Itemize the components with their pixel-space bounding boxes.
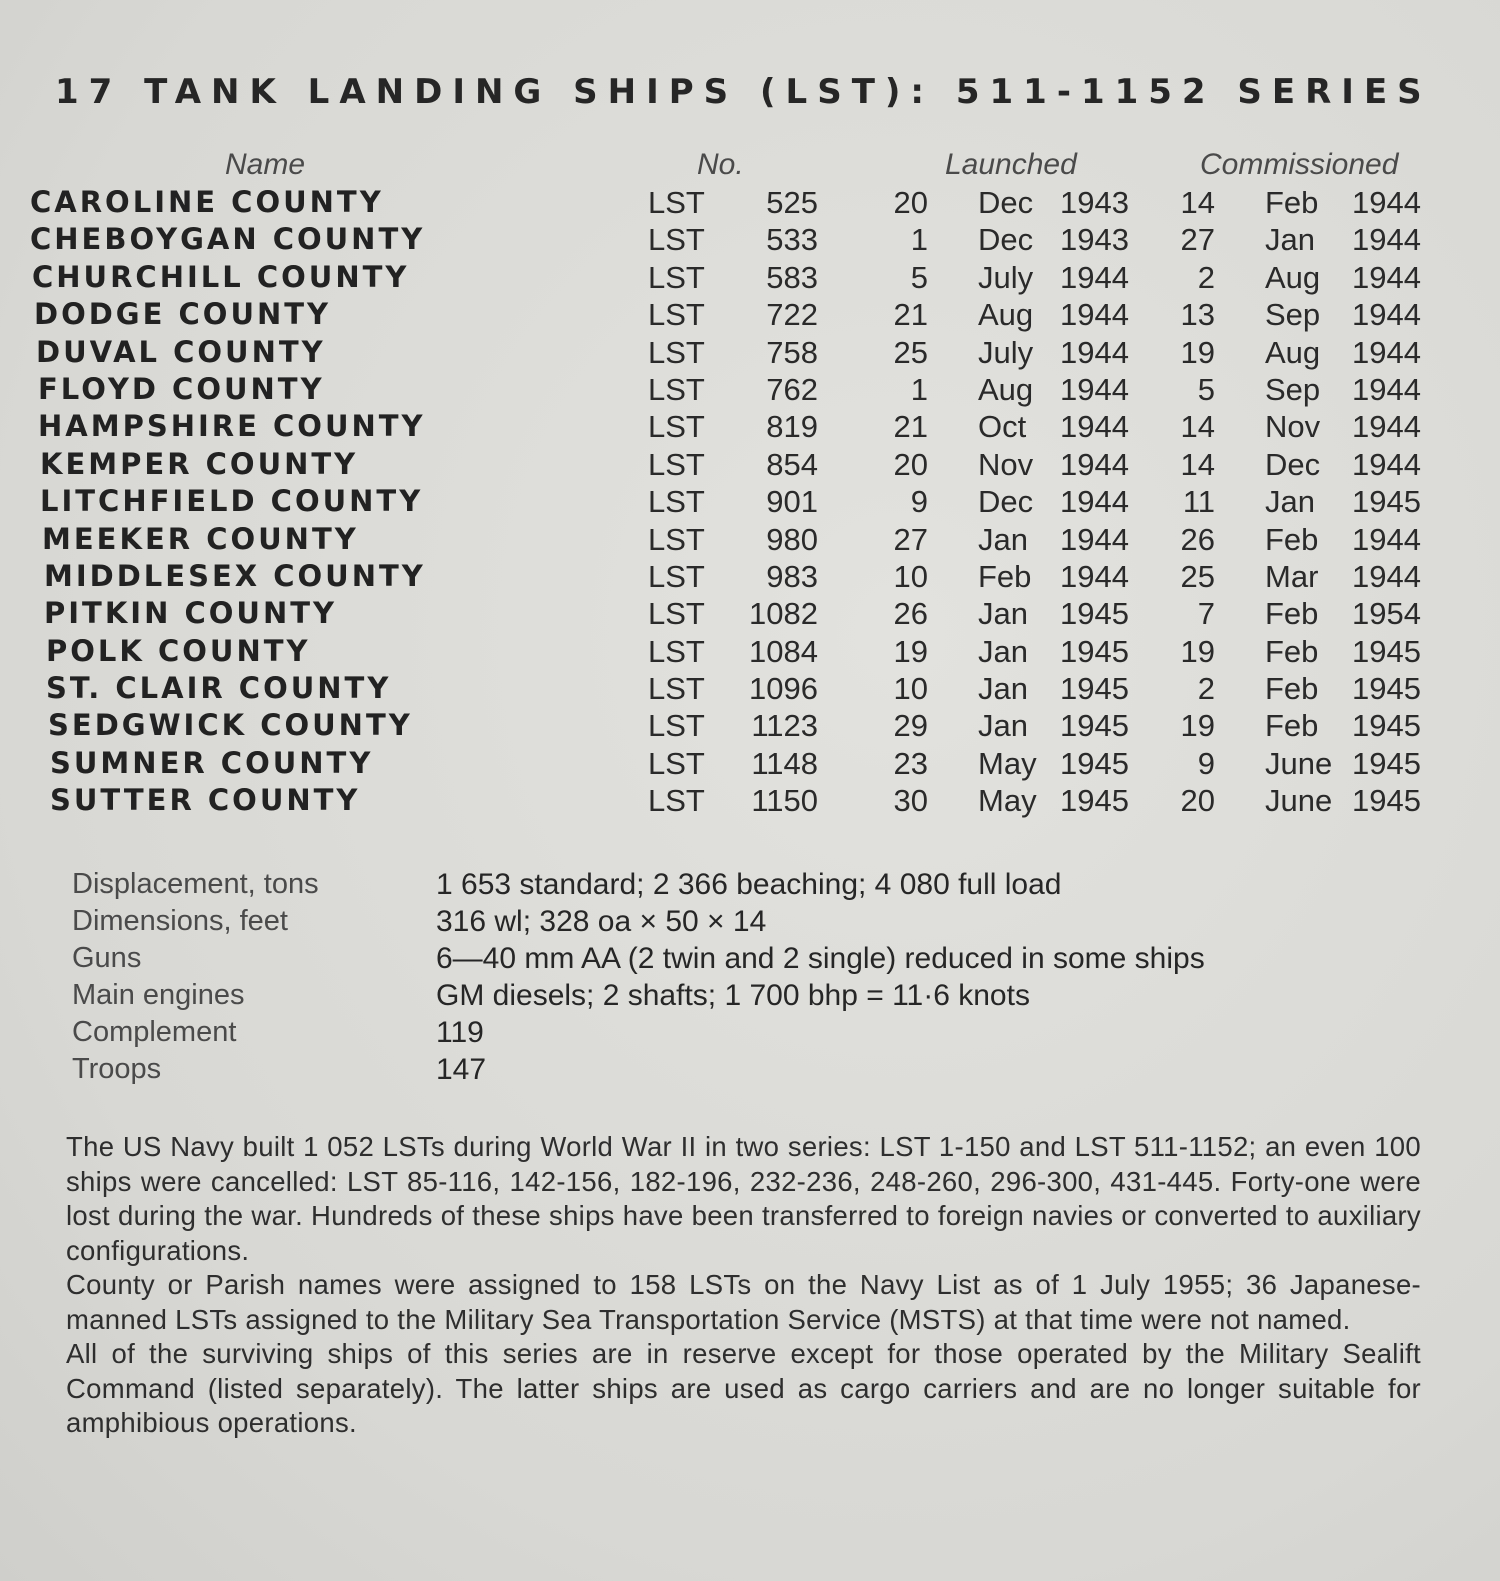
note-paragraph: All of the surviving ships of this series are in reserve except for those operated by the Military Sealift Command (listed separately). The latter ships are used as cargo carriers and are no longer suitable for amphibious operations.	[66, 1338, 1421, 1438]
hull-prefix: LST	[648, 446, 705, 482]
ship-name: CHURCHILL COUNTY	[32, 259, 410, 294]
commissioned-year: 1944	[1352, 297, 1421, 333]
ship-row	[0, 334, 1500, 371]
hull-number-value: 1123	[751, 708, 818, 744]
ship-name: POLK COUNTY	[46, 633, 311, 668]
launched-year: 1944	[1060, 521, 1129, 557]
commissioned-day: 14	[1180, 185, 1215, 220]
launched-month: Jan	[978, 708, 1028, 744]
commissioned-month: Feb	[1265, 185, 1319, 220]
launched-day: 29	[893, 708, 928, 744]
ship-row	[0, 745, 1500, 782]
hull-number-value: 762	[766, 371, 818, 407]
launched-year: 1945	[1060, 708, 1129, 744]
launched-day: 10	[893, 671, 928, 707]
hull-prefix: LST	[648, 409, 705, 445]
commissioned-day: 25	[1180, 558, 1215, 594]
commissioned-month: Dec	[1265, 446, 1321, 482]
hull-number-value: 533	[766, 222, 818, 258]
commissioned-year: 1945	[1352, 708, 1421, 744]
commissioned-year: 1945	[1352, 783, 1421, 819]
launched-month: Aug	[978, 371, 1034, 407]
launched-month: Dec	[978, 185, 1034, 220]
commissioned-month: Sep	[1265, 371, 1321, 407]
commissioned-month: Jan	[1265, 484, 1315, 520]
launched-year: 1945	[1060, 783, 1129, 819]
launched-day: 25	[893, 334, 928, 370]
notes-section	[66, 1130, 1421, 1441]
launched-year: 1944	[1060, 371, 1129, 407]
hull-number-value: 1084	[749, 633, 818, 669]
commissioned-year: 1944	[1352, 409, 1421, 445]
hull-prefix: LST	[648, 222, 705, 258]
ship-row	[0, 558, 1500, 595]
commissioned-year: 1944	[1352, 222, 1421, 258]
hull-prefix: LST	[648, 596, 705, 632]
launched-day: 19	[893, 633, 928, 669]
commissioned-month: Sep	[1265, 297, 1321, 333]
launched-day: 9	[910, 484, 928, 520]
spec-label: Guns	[72, 942, 142, 974]
commissioned-month: June	[1265, 783, 1333, 819]
launched-day: 20	[893, 185, 928, 220]
launched-month: July	[978, 259, 1034, 295]
hull-number-value: 819	[766, 409, 818, 445]
launched-year: 1944	[1060, 409, 1129, 445]
commissioned-month: Feb	[1265, 708, 1319, 744]
commissioned-year: 1944	[1352, 185, 1421, 220]
launched-day: 1	[910, 371, 928, 407]
launched-month: Nov	[978, 446, 1034, 482]
hull-number-value: 722	[766, 297, 818, 333]
hull-prefix: LST	[648, 708, 705, 744]
commissioned-month: Feb	[1265, 633, 1319, 669]
commissioned-year: 1944	[1352, 334, 1421, 370]
hull-prefix: LST	[648, 633, 705, 669]
commissioned-day: 11	[1182, 484, 1215, 520]
ship-row	[0, 408, 1500, 445]
hull-prefix: LST	[648, 671, 705, 707]
hull-number-value: 983	[766, 558, 818, 594]
hull-number-value: 1082	[749, 596, 818, 632]
commissioned-year: 1945	[1352, 671, 1421, 707]
commissioned-day: 7	[1197, 596, 1215, 632]
hull-number-value: 980	[766, 521, 818, 557]
ship-name: MEEKER COUNTY	[42, 521, 359, 556]
column-header-number: No.	[697, 148, 744, 181]
spec-value: 147	[436, 1053, 487, 1086]
hull-prefix: LST	[648, 259, 705, 295]
commissioned-month: Aug	[1265, 259, 1321, 295]
hull-prefix: LST	[648, 334, 705, 370]
launched-month: Oct	[978, 409, 1027, 445]
launched-day: 5	[910, 259, 928, 295]
launched-year: 1945	[1060, 745, 1129, 781]
column-header-name: Name	[225, 148, 306, 181]
launched-year: 1944	[1060, 334, 1129, 370]
commissioned-day: 9	[1197, 745, 1215, 781]
hull-prefix: LST	[648, 297, 705, 333]
ship-row	[0, 521, 1500, 558]
launched-day: 23	[893, 745, 928, 781]
ship-row	[0, 446, 1500, 483]
commissioned-month: Feb	[1265, 521, 1319, 557]
commissioned-day: 19	[1180, 708, 1215, 744]
hull-prefix: LST	[648, 521, 705, 557]
launched-day: 21	[893, 409, 928, 445]
commissioned-month: Feb	[1265, 671, 1319, 707]
ship-name: SEDGWICK COUNTY	[48, 708, 413, 743]
launched-day: 10	[893, 558, 928, 594]
spec-label: Complement	[72, 1016, 237, 1048]
ship-row	[0, 483, 1500, 520]
ship-name: MIDDLESEX COUNTY	[44, 558, 426, 593]
launched-month: May	[978, 745, 1037, 781]
hull-prefix: LST	[648, 185, 705, 220]
launched-month: May	[978, 783, 1037, 819]
commissioned-year: 1944	[1352, 371, 1421, 407]
commissioned-day: 19	[1180, 334, 1215, 370]
hull-prefix: LST	[648, 558, 705, 594]
ship-name: CAROLINE COUNTY	[30, 185, 384, 219]
launched-year: 1944	[1060, 558, 1129, 594]
spec-label: Dimensions, feet	[72, 905, 288, 937]
column-header-launched: Launched	[945, 148, 1077, 181]
launched-year: 1944	[1060, 297, 1129, 333]
spec-label: Troops	[72, 1053, 162, 1085]
launched-year: 1943	[1060, 185, 1129, 220]
launched-month: Jan	[978, 596, 1028, 632]
commissioned-year: 1945	[1352, 633, 1421, 669]
commissioned-month: Jan	[1265, 222, 1315, 258]
commissioned-day: 2	[1197, 671, 1215, 707]
ship-row	[0, 184, 1500, 221]
launched-year: 1945	[1060, 596, 1129, 632]
section-title: 17 TANK LANDING SHIPS (LST): 511-1152 SERIES	[55, 72, 1432, 112]
launched-year: 1944	[1060, 446, 1129, 482]
launched-year: 1945	[1060, 633, 1129, 669]
hull-number-value: 758	[766, 334, 818, 370]
launched-month: July	[978, 334, 1034, 370]
hull-number-value: 525	[766, 185, 818, 220]
hull-number-value: 1148	[751, 745, 818, 781]
launched-day: 1	[910, 222, 928, 258]
spec-value: 6—40 mm AA (2 twin and 2 single) reduced in some ships	[436, 942, 1205, 975]
hull-number-value: 1096	[749, 671, 818, 707]
hull-prefix: LST	[648, 484, 705, 520]
hull-number-value: 583	[766, 259, 818, 295]
ship-row	[0, 595, 1500, 632]
ship-table	[0, 184, 1500, 820]
spec-label: Displacement, tons	[72, 868, 319, 900]
hull-number-value: 854	[766, 446, 818, 482]
launched-year: 1943	[1060, 222, 1129, 258]
launched-day: 21	[893, 297, 928, 333]
hull-number-value: 1150	[751, 783, 818, 819]
commissioned-day: 13	[1180, 297, 1215, 333]
ship-name: PITKIN COUNTY	[44, 596, 337, 631]
spec-label: Main engines	[72, 979, 245, 1011]
ship-row	[0, 670, 1500, 707]
launched-year: 1944	[1060, 484, 1129, 520]
spec-value: 316 wl; 328 oa × 50 × 14	[436, 905, 767, 938]
launched-day: 30	[893, 783, 928, 819]
commissioned-year: 1945	[1352, 484, 1421, 520]
ship-name: CHEBOYGAN COUNTY	[30, 222, 426, 257]
launched-month: Jan	[978, 521, 1028, 557]
commissioned-year: 1944	[1352, 521, 1421, 557]
ship-name: DUVAL COUNTY	[36, 334, 326, 369]
ship-row	[0, 782, 1500, 819]
commissioned-day: 14	[1180, 409, 1215, 445]
ship-row	[0, 259, 1500, 296]
launched-month: Dec	[978, 484, 1034, 520]
commissioned-day: 19	[1180, 633, 1215, 669]
commissioned-day: 20	[1180, 783, 1215, 819]
column-header-commissioned: Commissioned	[1200, 148, 1399, 181]
launched-month: Dec	[978, 222, 1034, 258]
commissioned-year: 1954	[1352, 596, 1421, 632]
hull-prefix: LST	[648, 745, 705, 781]
commissioned-month: Aug	[1265, 334, 1321, 370]
ship-name: DODGE COUNTY	[34, 297, 332, 332]
commissioned-month: Feb	[1265, 596, 1319, 632]
commissioned-month: June	[1265, 745, 1333, 781]
ship-name: SUTTER COUNTY	[50, 783, 361, 818]
ship-row	[0, 371, 1500, 408]
commissioned-year: 1944	[1352, 558, 1421, 594]
launched-day: 27	[893, 521, 928, 557]
commissioned-day: 26	[1180, 521, 1215, 557]
launched-month: Jan	[978, 633, 1028, 669]
launched-month: Feb	[978, 558, 1032, 594]
launched-month: Aug	[978, 297, 1034, 333]
ship-name: KEMPER COUNTY	[40, 446, 359, 481]
ship-name: HAMPSHIRE COUNTY	[38, 409, 426, 444]
note-paragraph: The US Navy built 1 052 LSTs during World War II in two series: LST 1-150 and LST 511-1152; an even 100 ships were cancelled: LST 85-116, 142-156, 182-196, 232-236, 248-260, 296-300, 431-445. Forty-one were lost during the war. Hundreds of these ships have been transferred to foreign navies or converted to auxiliary configurations.	[66, 1131, 1421, 1266]
commissioned-year: 1944	[1352, 446, 1421, 482]
ship-name: ST. CLAIR COUNTY	[46, 671, 392, 706]
ship-name: FLOYD COUNTY	[38, 371, 325, 406]
spec-value: GM diesels; 2 shafts; 1 700 bhp = 11·6 knots	[436, 979, 1030, 1012]
ship-row	[0, 221, 1500, 258]
commissioned-month: Mar	[1265, 558, 1319, 594]
note-paragraph: County or Parish names were assigned to 158 LSTs on the Navy List as of 1 July 1955; 36 Japanese-manned LSTs assigned to the Military Sea Transportation Service (MSTS) at that time were not named.	[66, 1269, 1421, 1335]
launched-day: 20	[893, 446, 928, 482]
spec-value: 119	[436, 1016, 484, 1049]
commissioned-month: Nov	[1265, 409, 1321, 445]
launched-year: 1945	[1060, 671, 1129, 707]
commissioned-year: 1945	[1352, 745, 1421, 781]
spec-value: 1 653 standard; 2 366 beaching; 4 080 full load	[436, 868, 1062, 901]
commissioned-day: 2	[1197, 259, 1215, 295]
ship-name: SUMNER COUNTY	[50, 745, 374, 780]
hull-prefix: LST	[648, 371, 705, 407]
launched-year: 1944	[1060, 259, 1129, 295]
ship-name: LITCHFIELD COUNTY	[40, 484, 424, 519]
launched-day: 26	[893, 596, 928, 632]
ship-row	[0, 633, 1500, 670]
ship-row	[0, 707, 1500, 744]
commissioned-year: 1944	[1352, 259, 1421, 295]
ship-row	[0, 296, 1500, 333]
launched-month: Jan	[978, 671, 1028, 707]
commissioned-day: 5	[1197, 371, 1215, 407]
hull-prefix: LST	[648, 783, 705, 819]
commissioned-day: 14	[1180, 446, 1215, 482]
hull-number-value: 901	[766, 484, 818, 520]
commissioned-day: 27	[1180, 222, 1215, 258]
